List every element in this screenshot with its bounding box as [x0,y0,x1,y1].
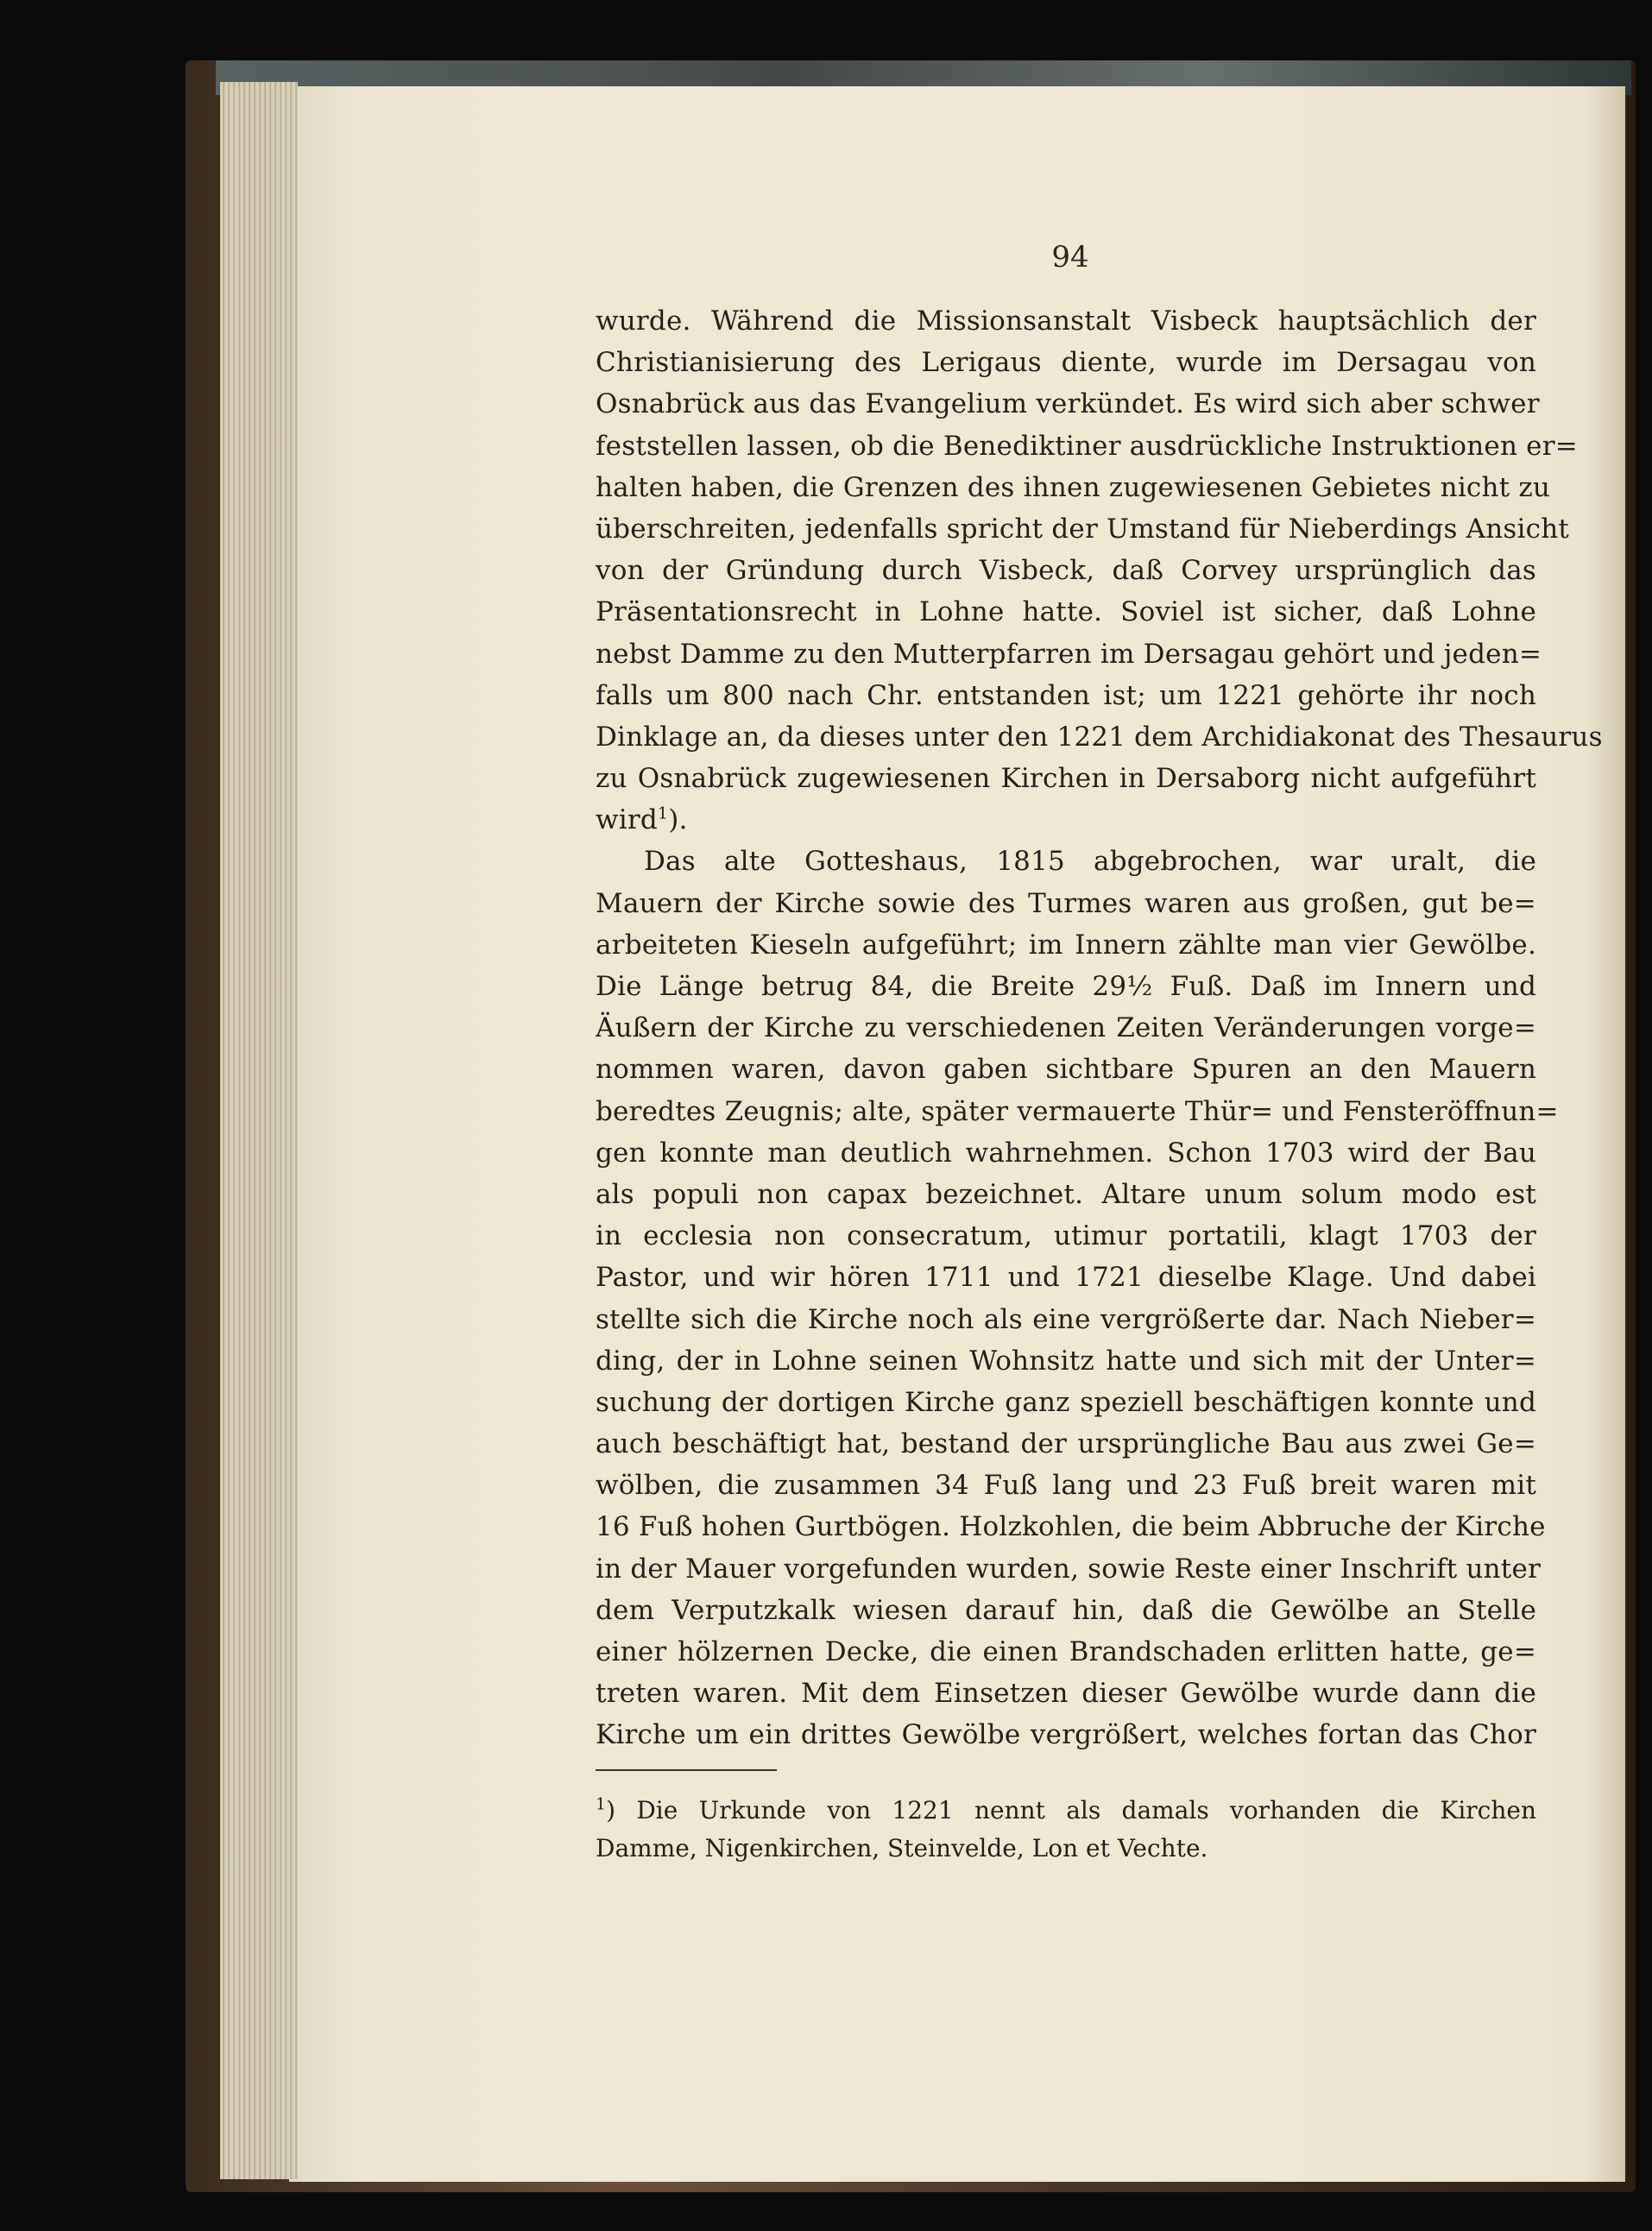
text-line: Kirche um ein drittes Gewölbe vergrößert, welches fortan das Chor [596,1719,1536,1751]
paragraph-first-line: Das alte Gotteshaus, 1815 abgebrochen, war uralt, die [644,846,1536,878]
text-line: 16 Fuß hohen Gurtbögen. Holzkohlen, die beim Abbruche der Kirche [596,1511,1546,1543]
text-line: stellte sich die Kirche noch als eine vergrößerte dar. Nach Nieber= [596,1303,1536,1335]
footnote-line [596,1792,1536,1830]
footnote-marker: 1 [596,1794,607,1814]
text-line: Pastor, und wir hören 1711 und 1721 dieselbe Klage. Und dabei [596,1262,1536,1294]
text-line [596,799,1536,841]
page-number: 94 [1051,240,1089,274]
text-line: Christianisierung des Lerigaus diente, wurde im Dersagau von [596,347,1536,379]
text-line: arbeiteten Kieseln aufgeführt; im Innern zählte man vier Gewölbe. [596,929,1536,961]
text-line: von der Gründung durch Visbeck, daß Corvey ursprünglich das [596,555,1536,587]
text-line: Präsentationsrecht in Lohne hatte. Soviel ist sicher, daß Lohne [596,596,1536,628]
text-line: beredtes Zeugnis; alte, später vermauerte Thür= und Fensteröffnun= [596,1095,1559,1127]
text-line: nebst Damme zu den Mutterpfarren im Dersagau gehört und jeden= [596,638,1542,670]
text-line: dem Verputzkalk wiesen darauf hin, daß die Gewölbe an Stelle [596,1594,1536,1626]
text-line: Osnabrück aus das Evangelium verkündet. Es wird sich aber schwer [596,388,1540,420]
text-line: halten haben, die Grenzen des ihnen zugewiesenen Gebietes nicht zu [596,471,1551,503]
footnote-reference[interactable]: 1 [657,804,669,823]
text-line: Die Länge betrug 84, die Breite 29½ Fuß. Daß im Innern und [596,971,1536,1002]
text-line: Dinklage an, da dieses unter den 1221 dem Archidiakonat des Thesaurus [596,721,1603,753]
text-line: in ecclesia non consecratum, utimur portatili, klagt 1703 der [596,1220,1536,1252]
text-line: auch beschäftigt hat, bestand der ursprüngliche Bau aus zwei Ge= [596,1428,1536,1460]
text-line: einer hölzernen Decke, die einen Brandschaden erlitten hatte, ge= [596,1636,1536,1667]
text-line: nommen waren, davon gaben sichtbare Spuren an den Mauern [596,1054,1536,1086]
footnote-text: ) Die Urkunde von 1221 nennt als damals vorhanden die Kirchen [606,1796,1536,1825]
text-fragment: wird [596,804,658,836]
page-edges [220,82,298,2179]
text-line: überschreiten, jedenfalls spricht der Umstand für Nieberdings Ansicht [596,513,1570,545]
text-line: Äußern der Kirche zu verschiedenen Zeiten Veränderungen vorge= [596,1012,1536,1044]
text-line: ding, der in Lohne seinen Wohnsitz hatte und sich mit der Unter= [596,1345,1536,1377]
text-line: treten waren. Mit dem Einsetzen dieser Gewölbe wurde dann die [596,1678,1536,1710]
footnote [596,1792,1536,1868]
text-line: falls um 800 nach Chr. entstanden ist; um 1221 gehörte ihr noch [596,679,1536,711]
text-line: gen konnte man deutlich wahrnehmen. Schon 1703 wird der Bau [596,1137,1536,1169]
text-line: Mauern der Kirche sowie des Turmes waren aus großen, gut be= [596,887,1536,919]
text-line: wölben, die zusammen 34 Fuß lang und 23 Fuß breit waren mit [596,1470,1536,1502]
text-line: als populi non capax bezeichnet. Altare unum solum modo est [596,1178,1536,1210]
footnote-line: Damme, Nigenkirchen, Steinvelde, Lon et Vechte. [596,1834,1208,1862]
text-fragment: ). [668,804,688,836]
text-line: suchung der dortigen Kirche ganz speziell beschäftigen konnte und [596,1386,1536,1418]
text-line: feststellen lassen, ob die Benediktiner ausdrückliche Instruktionen er= [596,430,1578,462]
text-line: zu Osnabrück zugewiesenen Kirchen in Dersaborg nicht aufgeführt [596,763,1536,795]
text-line: wurde. Während die Missionsanstalt Visbeck hauptsächlich der [596,306,1536,337]
body-text [596,300,1603,1756]
footnote-separator [596,1769,777,1771]
text-line: in der Mauer vorgefunden wurden, sowie Reste einer Inschrift unter [596,1553,1542,1585]
